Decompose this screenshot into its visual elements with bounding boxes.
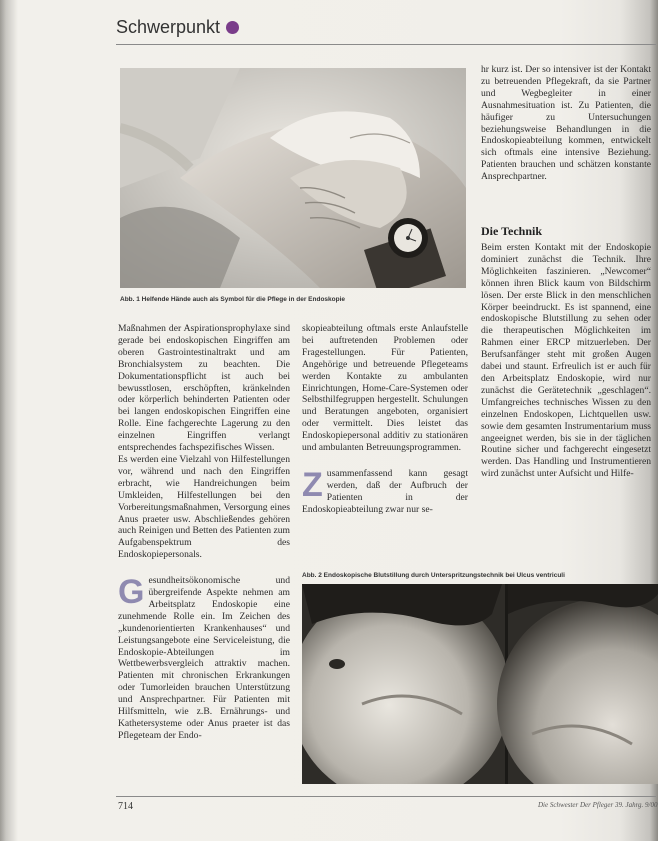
column-right-top [481, 64, 651, 183]
journal-reference: Die Schwester Der Pfleger 39. Jahrg. 9/00 [538, 801, 658, 809]
figure-2-caption: Abb. 2 Endoskopische Blutstillung durch Unterspritzungstechnik bei Ulcus ventriculi [302, 572, 565, 579]
page-number: 714 [118, 801, 133, 812]
paragraph: Es werden eine Vielzahl von Hilfestellungen vor, während und nach den Eingriffen erbracht, wie Handreichungen beim Umkleiden, Hilfestellungen bei den Vorbereitungsmaßnahmen, Versorgung eines Anus praeter usw. Abschließendes gehören auch Reinigen und Betten des Patienten zum Aufgabenspektrum des Endoskopiepersonals. [118, 453, 290, 561]
figure-2-photo [302, 584, 658, 784]
figure-1-caption: Abb. 1 Helfende Hände auch als Symbol für die Pflege in der Endoskopie [120, 296, 346, 303]
figure-1-photo [120, 68, 466, 288]
paragraph: skopieabteilung oftmals erste Anlaufstelle bei auftretenden Problemen oder Fragestellungen. Für Patienten, Angehörige und betreuende Pflegeteams werden Kontakte zu ambulanten Einrichtungen, Home-Care-Systemen oder Selbsthilfegruppen hergestellt. Schulungen und Beratungen angeboten, organisiert oder vermittelt. Dies leistet das Endoskopiepersonal additiv zu stationären und ambulanten Betreuungsprogrammen. [302, 323, 468, 454]
header-divider [116, 44, 656, 45]
dropcap-letter: Z [302, 465, 323, 504]
column-middle [302, 323, 468, 516]
paragraph: Beim ersten Kontakt mit der Endoskopie dominiert zunächst die Technik. Ihre Möglichkeiten faszinieren. „Newcomer“ können ihren Blick kaum von Bildschirm lösen. Der erste Blick in den menschlichen Körper beeindruckt. Es ist spannend, eine endoskopische Blutstillung zu sehen oder die therapeutischen Möglichkeiten im Rahmen einer ERCP mitzuerleben. Der Berufsanfänger steht mit großen Augen dabei und staunt. Erfreulich ist er auch für den Arbeitsplatz Endoskopie, wird nur zunächst die Gerätetechnik „geschlagen“. Umfangreiches technisches Wissen zu den einzelnen Endoskopen, Lichtquellen usw. sowie dem gesamten Instrumentarium muss angeeignet werden, bis sie in der täglichen Routine sicher und fachgerecht eingesetzt werden. Das Handling und Instrumentieren wird zunächst unter Aufsicht und Hilfe- [481, 242, 651, 480]
section-heading: Die Technik [481, 224, 543, 238]
footer-divider [116, 796, 656, 797]
column-left [118, 323, 290, 742]
hands-image [120, 68, 466, 288]
paragraph: hr kurz ist. Der so intensiver ist der Kontakt zu betreuenden Pflegekraft, da sie Partner und Wegbegleiter in einer Ausnahmesituation ist. Zu Patienten, die häufiger zu Untersuchungen beziehungsweise Behandlungen in die Endoskopieabteilung kommen, entwickelt sich oftmals eine intensive Beziehung. Patienten brauchen und schätzen konstante Ansprechpartner. [481, 64, 651, 183]
paragraph: usammenfassend kann gesagt werden, daß der Aufbruch der Patienten in der Endoskopieabteilung zwar nur se- [302, 467, 468, 515]
paragraph: esundheitsökonomische und übergreifende Aspekte nehmen am Arbeitsplatz Endoskopie eine zunehmende Rolle ein. Im Zeichen des „kundenorientierten Krankenhauses“ und Leistungsangebote eine Serviceleistung, die Endoskopie-Abteilungen im Wettbewerbsvergleich attraktiv machen. Patienten mit chronischen Erkrankungen oder Tumorleiden brauchen Unterstützung und Ansprechpartner. Für Patienten mit Hilfsmitteln, wie z.B. Ernährungs- und Kathetersysteme oder Anus praeter ist das Pflegeteam der Endo- [118, 575, 290, 741]
endoscopy-image [302, 584, 658, 784]
section-header [116, 17, 239, 38]
paragraph: Maßnahmen der Aspirationsprophylaxe sind gerade bei endoskopischen Eingriffen am oberen Gastrointestinaltrakt und am Bronchialsystem zu beachten. Die Dokumentationspflicht ist auch bei bewusstlosen, erschöpften, kränkelnden oder körperlich behinderten Patienten oder bei langen endoskopischen Eingriffen eine Rolle. Eine fachgerechte Lagerung zu den einzelnen Eingriffen verlangt entsprechendes fachspezifisches Wissen. [118, 323, 290, 454]
section-title: Schwerpunkt [116, 17, 221, 37]
dropcap-paragraph [118, 575, 290, 742]
accent-dot-icon [226, 21, 239, 34]
column-right-bottom [481, 242, 651, 480]
dropcap-letter: G [118, 573, 145, 612]
dropcap-paragraph [302, 465, 468, 516]
